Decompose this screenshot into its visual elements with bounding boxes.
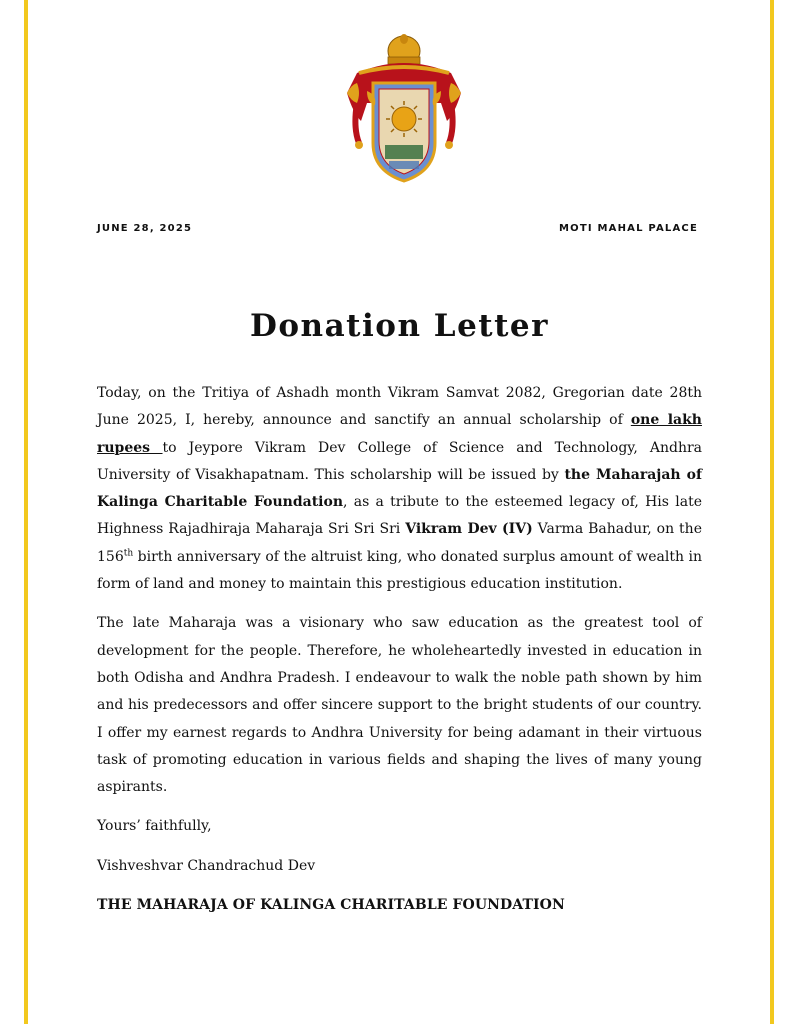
organization-name: THE MAHARAJA OF KALINGA CHARITABLE FOUNDATION [97, 897, 565, 914]
paragraph-1-text-3: , as a tribute to the esteemed legacy of, His late Highness Rajadhiraja Maharaja Sri Sri Sri [97, 494, 702, 538]
royal-crest-icon [337, 33, 471, 185]
letter-body [97, 380, 702, 919]
letter-title: Donation Letter [249, 308, 549, 344]
right-border-line [770, 0, 774, 1024]
ordinal-suffix: th [123, 548, 134, 559]
paragraph-1-text-4: Varma Bahadur, on the 156 [97, 521, 702, 565]
letter-date: JUNE 28, 2025 [97, 223, 193, 234]
foundation-name: the Maharajah of Kalinga Charitable Foundation [97, 466, 702, 511]
closing-salutation: Yours’ faithfully, [97, 818, 212, 835]
paragraph-1-text-1: Today, on the Tritiya of Ashadh month Vikram Samvat 2082, Gregorian date 28th June 2025, I, hereby, announce and sanctify an annual scholarship of [97, 385, 702, 429]
king-name: Vikram Dev (IV) [405, 521, 533, 538]
paragraph-1 [97, 380, 702, 598]
signatory-name: Vishveshvar Chandrachud Dev [97, 857, 316, 874]
paragraph-1-text-5: birth anniversary of the altruist king, who donated surplus amount of wealth in form of land and money to maintain this prestigious education institution. [97, 548, 702, 593]
letter-place: MOTI MAHAL PALACE [559, 223, 698, 234]
paragraph-2: The late Maharaja was a visionary who saw education as the greatest tool of development for the people. Therefore, he wholeheartedly invested in education in both Odisha and Andhra Pradesh. I endeavour to walk the noble path shown by him and his predecessors and offer sincere support to the bright students of our country. I offer my earnest regards to Andhra University for being adamant in their virtuous task of promoting education in various fields and shaping the lives of many young aspirants. [97, 615, 702, 796]
left-border-line [24, 0, 28, 1024]
paragraph-1-text-2: to Jeypore Vikram Dev College of Science and Technology, Andhra University of Visakhapatnam. This scholarship will be issued by [97, 439, 702, 483]
scholarship-amount: one lakh rupees [97, 412, 702, 456]
